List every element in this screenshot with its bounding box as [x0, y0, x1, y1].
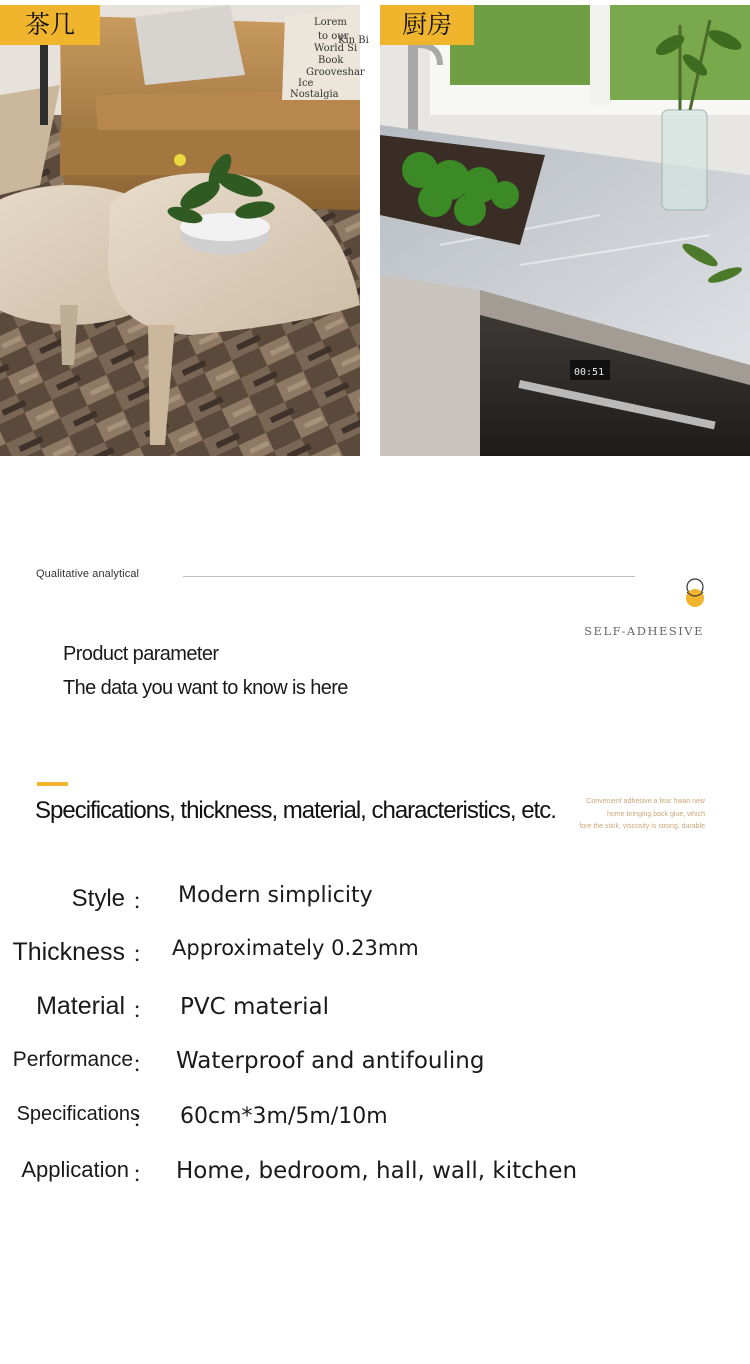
param-value: Modern simplicity — [178, 883, 373, 908]
accent-bar — [37, 782, 68, 786]
param-row-style — [0, 880, 750, 920]
kitchen-tag: 厨房 — [380, 5, 474, 45]
param-row-application — [0, 1154, 750, 1194]
product-parameter-title: Product parameter — [63, 643, 219, 665]
param-value: 60cm*3m/5m/10m — [180, 1104, 388, 1129]
param-label: Specifications — [16, 1103, 140, 1125]
param-label: Thickness — [12, 938, 125, 966]
qualitative-label: Qualitative analytical — [36, 568, 140, 580]
note-line: fore the stick, viscosity is strong, durable — [579, 823, 705, 830]
param-label: Style — [71, 885, 125, 912]
svg-text:to our: to our — [318, 31, 349, 42]
param-colon: ： — [132, 1052, 155, 1077]
coffee-table-photo — [0, 5, 369, 456]
note-line: Convenient adhesive a fear hwan new — [586, 798, 705, 805]
param-colon: ： — [132, 942, 155, 967]
svg-text:Book: Book — [318, 55, 344, 66]
param-label: Material — [36, 992, 125, 1020]
svg-text:00:51: 00:51 — [574, 367, 605, 378]
kitchen-photo — [380, 5, 750, 456]
param-colon: ： — [132, 889, 155, 914]
param-value: Approximately 0.23mm — [172, 936, 419, 960]
svg-text:Kin Bi: Kin Bi — [338, 35, 369, 46]
param-row-performance — [0, 1045, 750, 1085]
svg-text:World Si: World Si — [314, 43, 358, 54]
param-row-thickness — [0, 933, 750, 973]
param-value: PVC material — [180, 994, 329, 1020]
circle-dot-icon — [683, 578, 707, 610]
product-parameter-subtitle: The data you want to know is here — [63, 677, 348, 699]
adhesive-note — [555, 796, 705, 834]
param-colon: ： — [132, 1107, 155, 1132]
svg-text:Lorem: Lorem — [314, 17, 347, 28]
svg-text:Ice: Ice — [298, 78, 314, 89]
self-adhesive-label: SELF-ADHESIVE — [584, 624, 704, 638]
coffee-table-tag: 茶几 — [0, 5, 100, 45]
svg-text:Grooveshar: Grooveshar — [306, 67, 365, 78]
svg-text:Nostalgia: Nostalgia — [290, 89, 339, 100]
param-row-material — [0, 990, 750, 1030]
spec-heading: Specifications, thickness, material, characteristics, etc. — [35, 797, 556, 824]
param-value: Waterproof and antifouling — [176, 1048, 485, 1074]
note-line: home bringing back glue, which — [606, 810, 705, 818]
param-label: Performance — [12, 1048, 133, 1071]
param-row-specifications — [0, 1100, 750, 1140]
divider-line — [183, 576, 635, 577]
param-colon: ： — [132, 998, 155, 1023]
param-colon: ： — [132, 1162, 155, 1187]
param-label: Application — [21, 1157, 129, 1182]
param-value: Home, bedroom, hall, wall, kitchen — [176, 1158, 578, 1184]
